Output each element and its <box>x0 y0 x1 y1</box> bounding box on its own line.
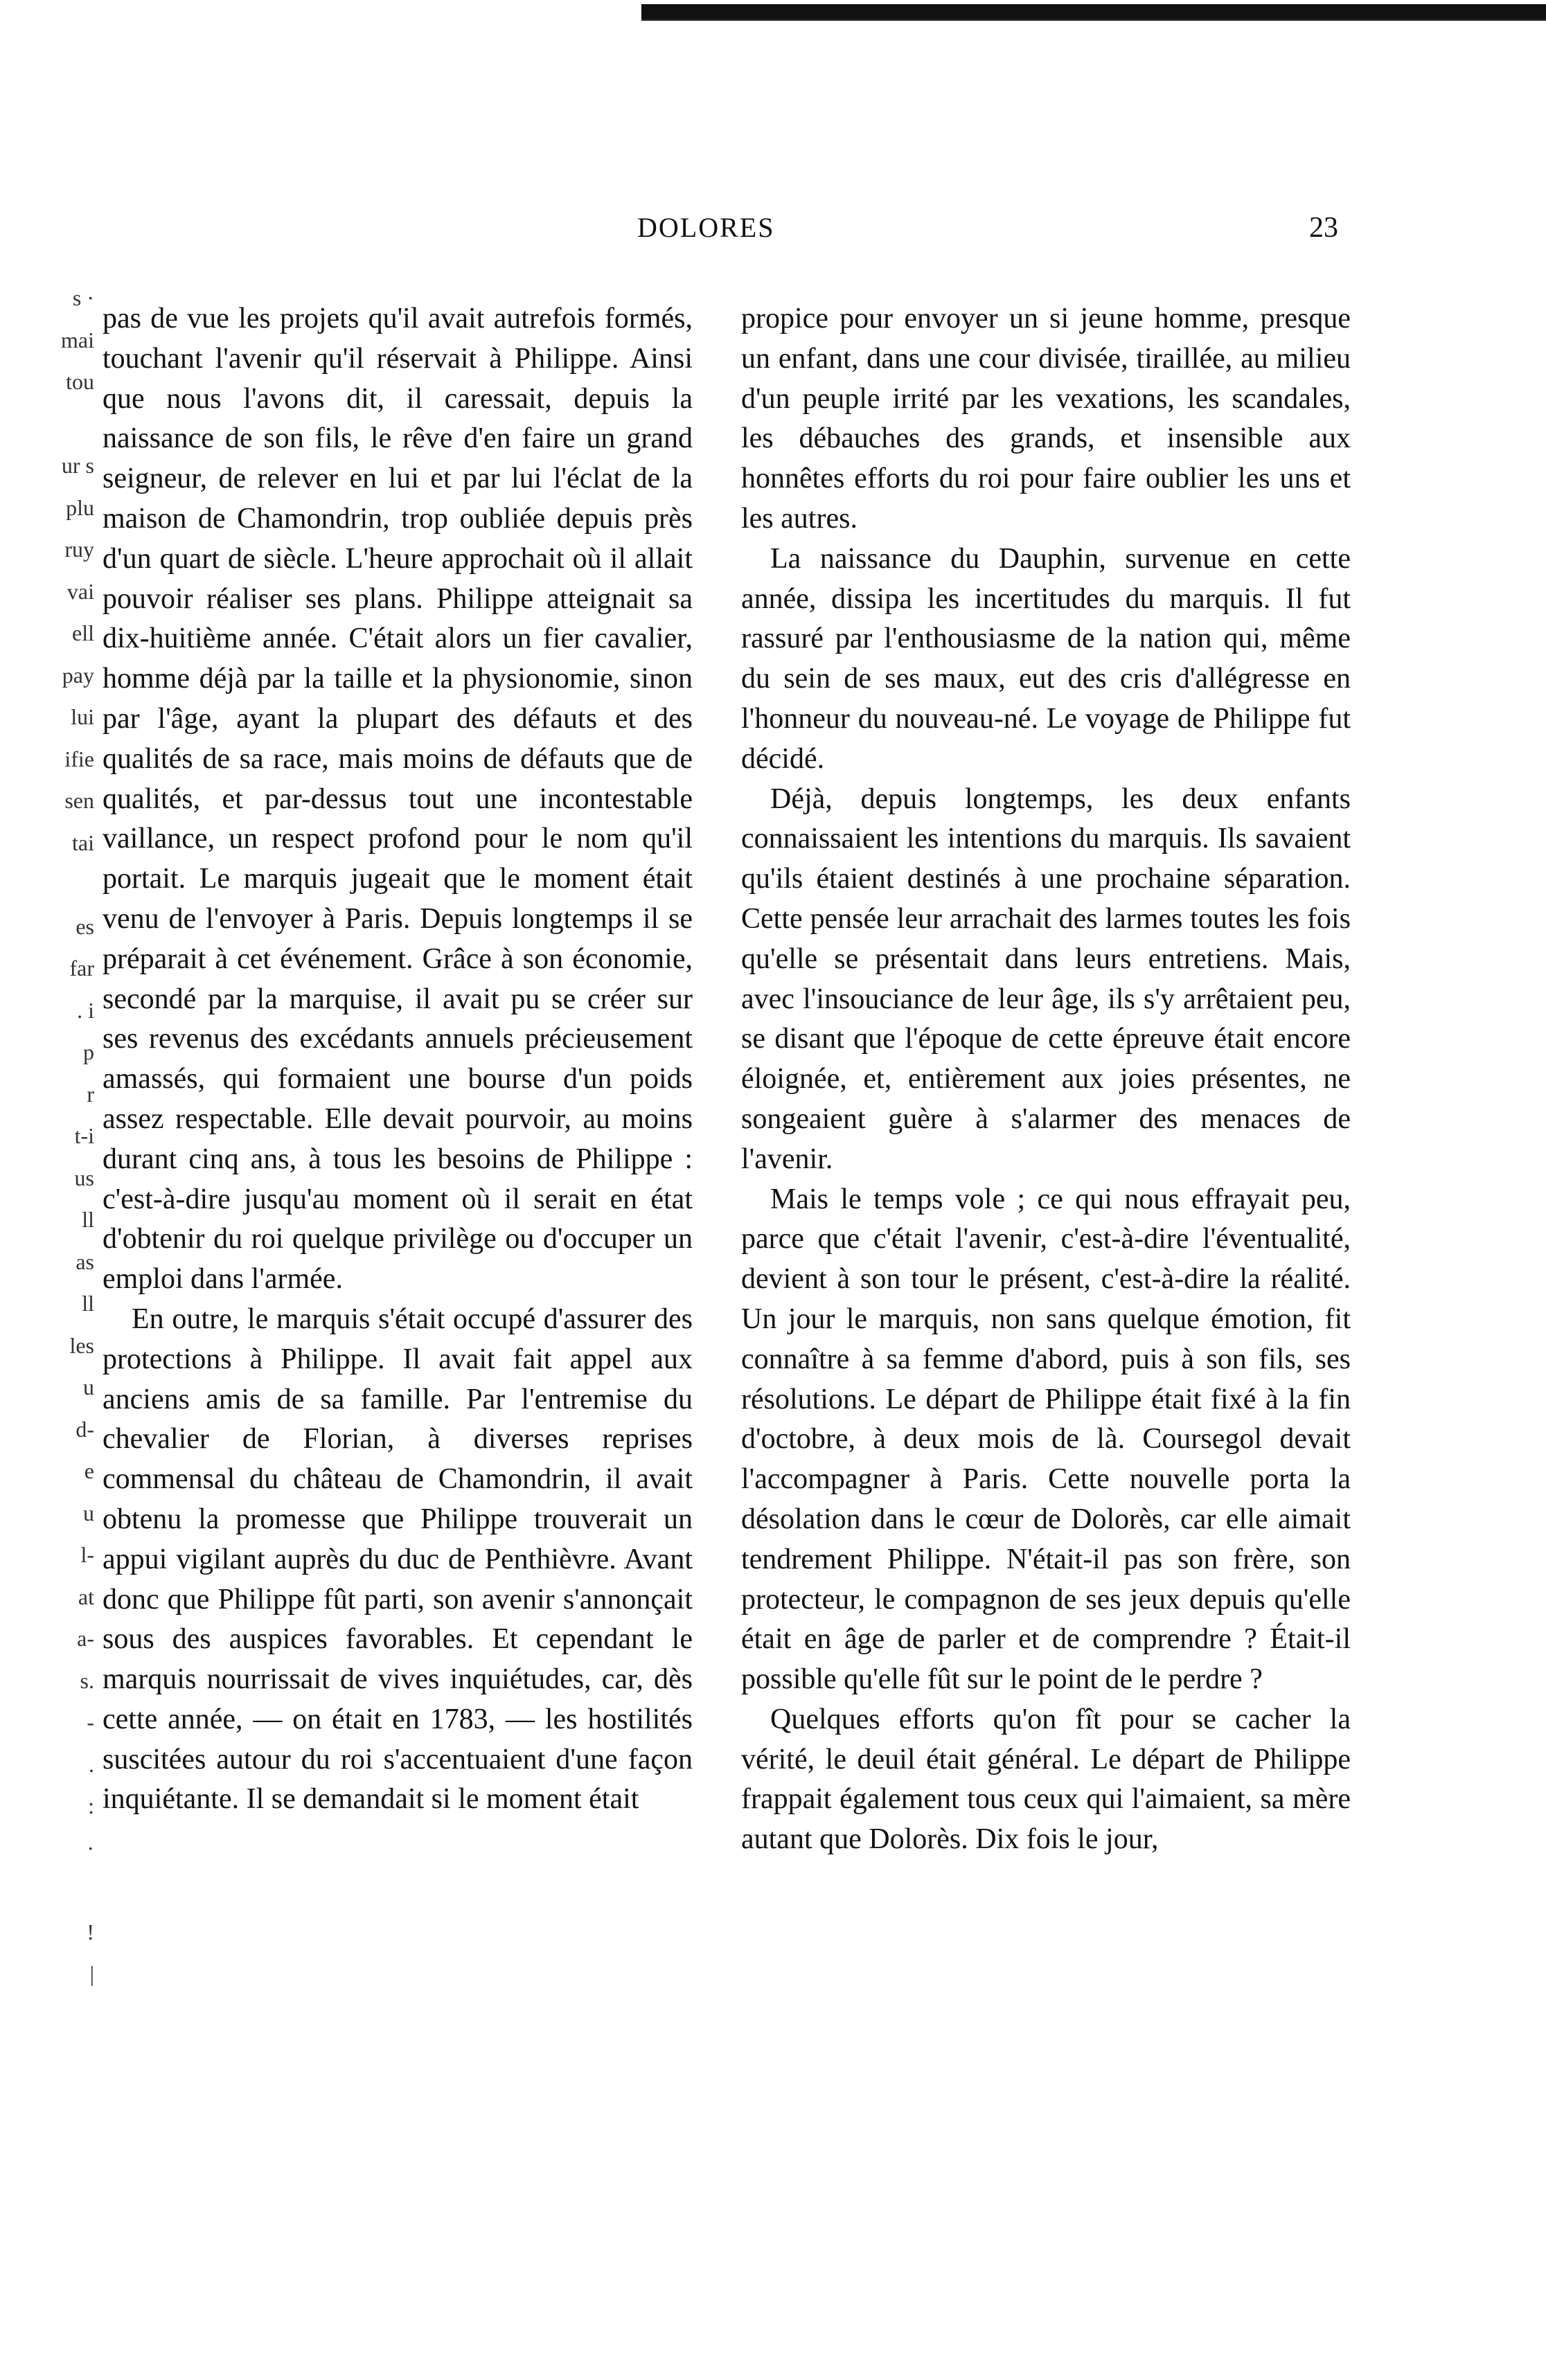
bleed-fragment: s · <box>72 285 94 310</box>
bleed-fragment: sen <box>64 788 94 813</box>
left-paragraph-1: pas de vue les projets qu'il avait autrefois formés, touchant l'avenir qu'il réservait à Philippe. Ainsi que nous l'avons dit, il caressait, depuis la naissance de son fils, le rêve d'en faire un grand seigneur, de relever en lui et par lui l'éclat de la maison de Chamondrin, trop oubliée depuis près d'un quart de siècle. L'heure approchait où il allait pouvoir réaliser ses plans. Philippe atteignait sa dix-huitième année. C'était alors un fier cavalier, homme déjà par la taille et la physionomie, sinon par l'âge, ayant la plupart des défauts et des qualités de sa race, mais moins de défauts que de qualités, et par-dessus tout une incontestable vaillance, un respect profond pour le nom qu'il portait. Le marquis jugeait que le moment était venu de l'envoyer à Paris. Depuis longtemps il se préparait à cet événement. Grâce à son économie, secondé par la marquise, il avait pu se créer sur ses revenus des excédants annuels précieusement amassés, qui formaient une bourse d'un poids assez respectable. Elle devait pourvoir, au moins durant cinq ans, à tous les besoins de Philippe : c'est-à-dire jusqu'au moment où il serait en état d'obtenir du roi quelque privilège ou d'occuper un emploi dans l'armée. <box>103 303 693 1296</box>
bleed-fragment: : <box>88 1793 94 1818</box>
bleed-fragment: plu <box>66 494 94 520</box>
facing-page-bleed <box>0 277 94 1995</box>
bleed-fragment: lui <box>71 704 94 729</box>
bleed-fragment: p <box>83 1039 94 1064</box>
bleed-fragment: l- <box>80 1542 94 1567</box>
bleed-fragment: far <box>69 956 94 981</box>
bleed-fragment: at <box>78 1584 94 1609</box>
bleed-fragment: ruy <box>64 537 94 562</box>
right-paragraph-4: Mais le temps vole ; ce qui nous effrayait peu, parce que c'était l'avenir, c'est-à-dire l'éventualité, devient à son tour le présent, c'est-à-dire la réalité. Un jour le marquis, non sans quelque émotion, fit connaître à sa femme d'abord, puis à son fils, ses résolutions. Le départ de Philippe était fixé à la fin d'octobre, à deux mois de là. Coursegol devait l'accompagner à Paris. Cette nouvelle porta la désolation dans le cœur de Dolorès, car elle aimait tendrement Philippe. N'était-il pas son frère, son protecteur, le compagnon de ses jeux depuis qu'elle était en âge de parler et de comprendre ? Était-il possible qu'elle fût sur le point de le perdre ? <box>741 1183 1351 1696</box>
running-title: DOLORES <box>637 212 775 243</box>
bleed-fragment <box>0 1869 94 1911</box>
bleed-fragment: as <box>75 1249 94 1274</box>
bleed-fragment: t-i <box>74 1123 94 1148</box>
bleed-fragment: vai <box>66 578 94 604</box>
right-column <box>741 299 1351 1860</box>
right-paragraph-3: Déjà, depuis longtemps, les deux enfants connaissaient les intentions du marquis. Ils savaient qu'ils étaient destinés à une prochaine séparation. Cette pensée leur arrachait des larmes toutes les fois qu'elle se présentait dans leurs entretiens. Mais, avec l'insouciance de leur âge, ils s'y arrêtaient peu, se disant que l'époque de cette épreuve était encore éloignée, et, entièrement aux joies présentes, ne songeaient guère à s'alarmer des menaces de l'avenir. <box>741 782 1351 1175</box>
bleed-fragment: u <box>83 1500 94 1525</box>
bleed-fragment: ll <box>82 1207 94 1232</box>
bleed-fragment: tou <box>66 369 94 394</box>
bleed-fragment: us <box>74 1165 94 1190</box>
bleed-fragment: ifie <box>64 746 94 771</box>
right-paragraph-2: La naissance du Dauphin, survenue en cette année, dissipa les incertitudes du marquis. Il fut rassuré par l'enthousiasme de la nation qui, même du sein de ses maux, eut des cris d'allégresse en l'honneur du nouveau-né. Le voyage de Philippe fut décidé. <box>741 542 1351 775</box>
bleed-fragment: - <box>87 1710 94 1735</box>
bleed-fragment: · <box>87 1835 94 1861</box>
bleed-fragment <box>0 403 94 445</box>
bleed-fragment: ur s <box>61 453 94 478</box>
left-column <box>103 299 693 1820</box>
page-number: 23 <box>1309 212 1338 244</box>
bleed-fragment: es <box>75 913 94 939</box>
right-paragraph-5: Quelques efforts qu'on fît pour se cacher la vérité, le deuil était général. Le départ de Philippe frappait également tous ceux qui l'aimaient, sa mère autant que Dolorès. Dix fois le jour, <box>741 1703 1351 1856</box>
bleed-fragment: ell <box>72 620 94 645</box>
bleed-fragment: e <box>84 1458 94 1483</box>
bleed-fragment: . <box>89 1751 94 1777</box>
bleed-fragment: tai <box>72 830 94 855</box>
bleed-fragment: mai <box>61 327 94 352</box>
bleed-fragment: r <box>87 1081 94 1107</box>
bleed-fragment <box>0 864 94 906</box>
right-paragraph-1: propice pour envoyer un si jeune homme, presque un enfant, dans une cour divisée, tiraillée, au milieu d'un peuple irrité par les vexations, les scandales, les débauches des grands, et insensible aux honnêtes efforts du roi pour faire oublier les uns et les autres. <box>741 303 1351 535</box>
bleed-fragment: d- <box>75 1416 94 1442</box>
bleed-fragment: u <box>83 1375 94 1399</box>
bleed-fragment: . i <box>77 997 94 1023</box>
bleed-fragment: pay <box>62 662 94 688</box>
bleed-fragment: les <box>69 1332 94 1358</box>
bleed-fragment: ll <box>82 1291 94 1316</box>
bleed-fragment: ! <box>87 1919 94 1944</box>
bleed-fragment: s. <box>80 1667 94 1693</box>
left-paragraph-2: En outre, le marquis s'était occupé d'assurer des protections à Philippe. Il avait fait appel aux anciens amis de sa famille. Par l'entremise du chevalier de Florian, à diverses reprises commensal du château de Chamondrin, il avait obtenu la promesse que Philippe trouverait un appui vigilant auprès du duc de Penthièvre. Avant donc que Philippe fût parti, son avenir s'annonçait sous des auspices favorables. Et cependant le marquis nourrissait de vives inquiétudes, car, dès cette année, — on était en 1783, — les hostilités suscitées autour du roi s'accentuaient d'une façon inquiétante. Il se demandait si le moment était <box>103 1303 693 1816</box>
bleed-fragment: a- <box>77 1626 94 1651</box>
top-edge-rule-thin <box>641 19 1546 21</box>
bleed-fragment: | <box>89 1961 94 1986</box>
